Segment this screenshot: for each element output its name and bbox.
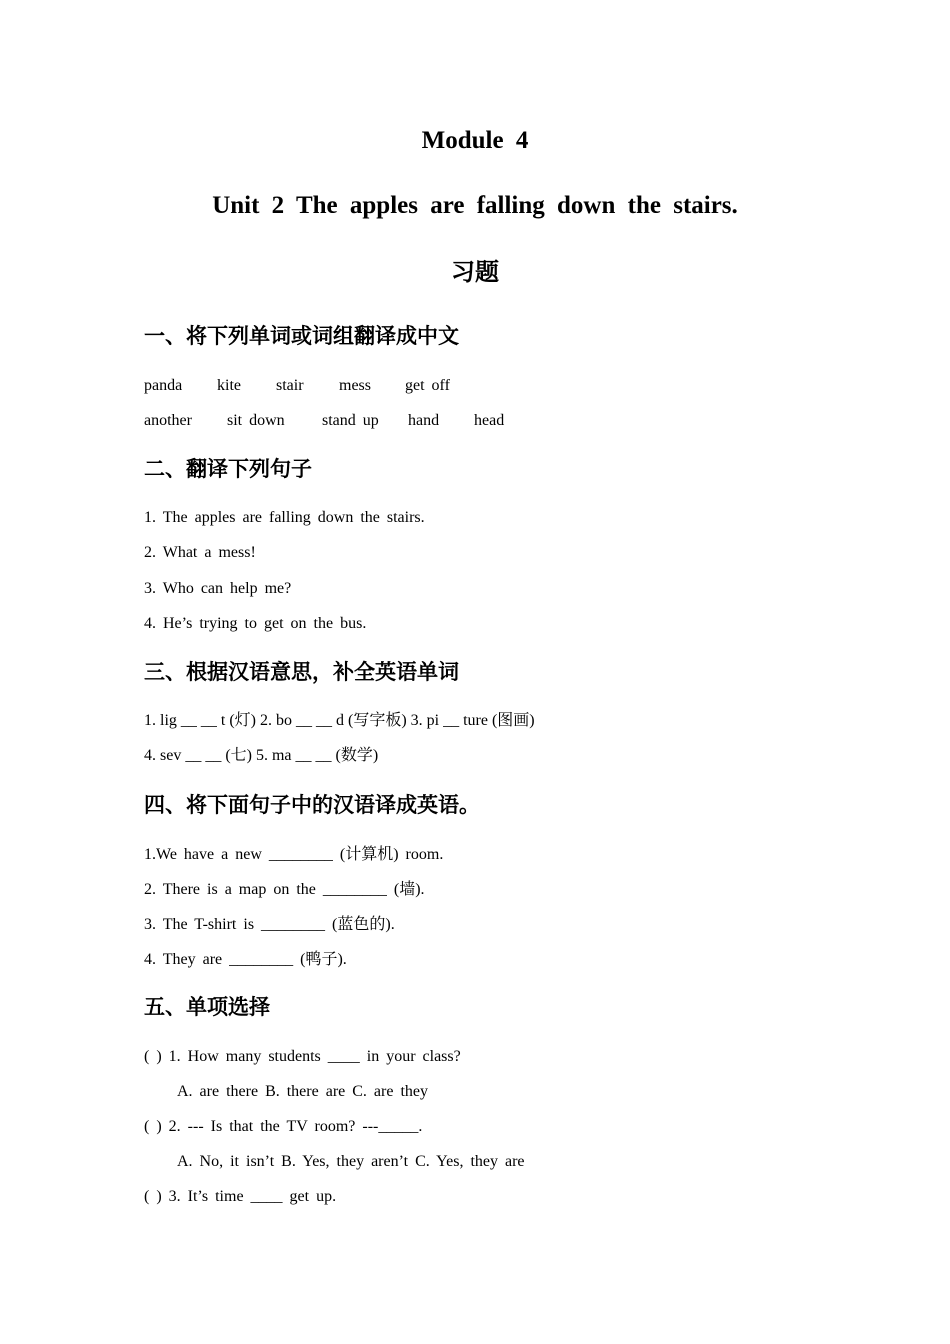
choice-question: ( ) 2. --- Is that the TV room? ---_____. <box>144 1118 423 1135</box>
translate-item: 4. They are ________ (鸭子). <box>144 951 347 968</box>
section-4-heading: 四、将下面句子中的汉语译成英语。 <box>144 793 480 817</box>
section-5-heading: 五、单项选择 <box>144 995 270 1019</box>
fill-letters-line: 4. sev __ __ (七) 5. ma __ __ (数学) <box>144 747 379 764</box>
translate-item: 1.We have a new ________ (计算机) room. <box>144 846 444 863</box>
vocab-word: stair <box>276 377 304 394</box>
choice-options: A. are there B. there are C. are they <box>177 1083 428 1100</box>
vocab-word: another <box>144 412 192 429</box>
vocab-word: kite <box>217 377 241 394</box>
choice-question: ( ) 3. It’s time ____ get up. <box>144 1188 337 1205</box>
exercise-subtitle: 习题 <box>451 258 499 286</box>
choice-options: A. No, it isn’t B. Yes, they aren’t C. Yes, they are <box>177 1153 525 1170</box>
sentence-item: 3. Who can help me? <box>144 580 292 597</box>
section-3-heading: 三、根据汉语意思，补全英语单词 <box>144 660 459 684</box>
translate-item: 3. The T-shirt is ________ (蓝色的). <box>144 916 395 933</box>
vocab-word: mess <box>339 377 371 394</box>
vocab-word: head <box>474 412 505 429</box>
vocab-row-2 <box>144 410 564 432</box>
sentence-item: 2. What a mess! <box>144 544 256 561</box>
vocab-row-1 <box>144 375 564 397</box>
vocab-word: sit down <box>227 412 285 429</box>
module-title: Module 4 <box>421 127 529 154</box>
fill-letters-line: 1. lig __ __ t (灯) 2. bo __ __ d (写字板) 3. pi __ ture (图画) <box>144 712 535 729</box>
vocab-word: panda <box>144 377 183 394</box>
sentence-item: 4. He’s trying to get on the bus. <box>144 615 367 632</box>
translate-item: 2. There is a map on the ________ (墙). <box>144 881 425 898</box>
vocab-word: hand <box>408 412 440 429</box>
section-2-heading: 二、翻译下列句子 <box>144 457 312 481</box>
sentence-item: 1. The apples are falling down the stairs. <box>144 509 425 526</box>
vocab-word: stand up <box>322 412 379 429</box>
unit-title: Unit 2 The apples are falling down the stairs. <box>212 192 738 219</box>
choice-question: ( ) 1. How many students ____ in your class? <box>144 1048 461 1065</box>
section-1-heading: 一、将下列单词或词组翻译成中文 <box>144 324 459 348</box>
vocab-word: get off <box>405 377 450 394</box>
